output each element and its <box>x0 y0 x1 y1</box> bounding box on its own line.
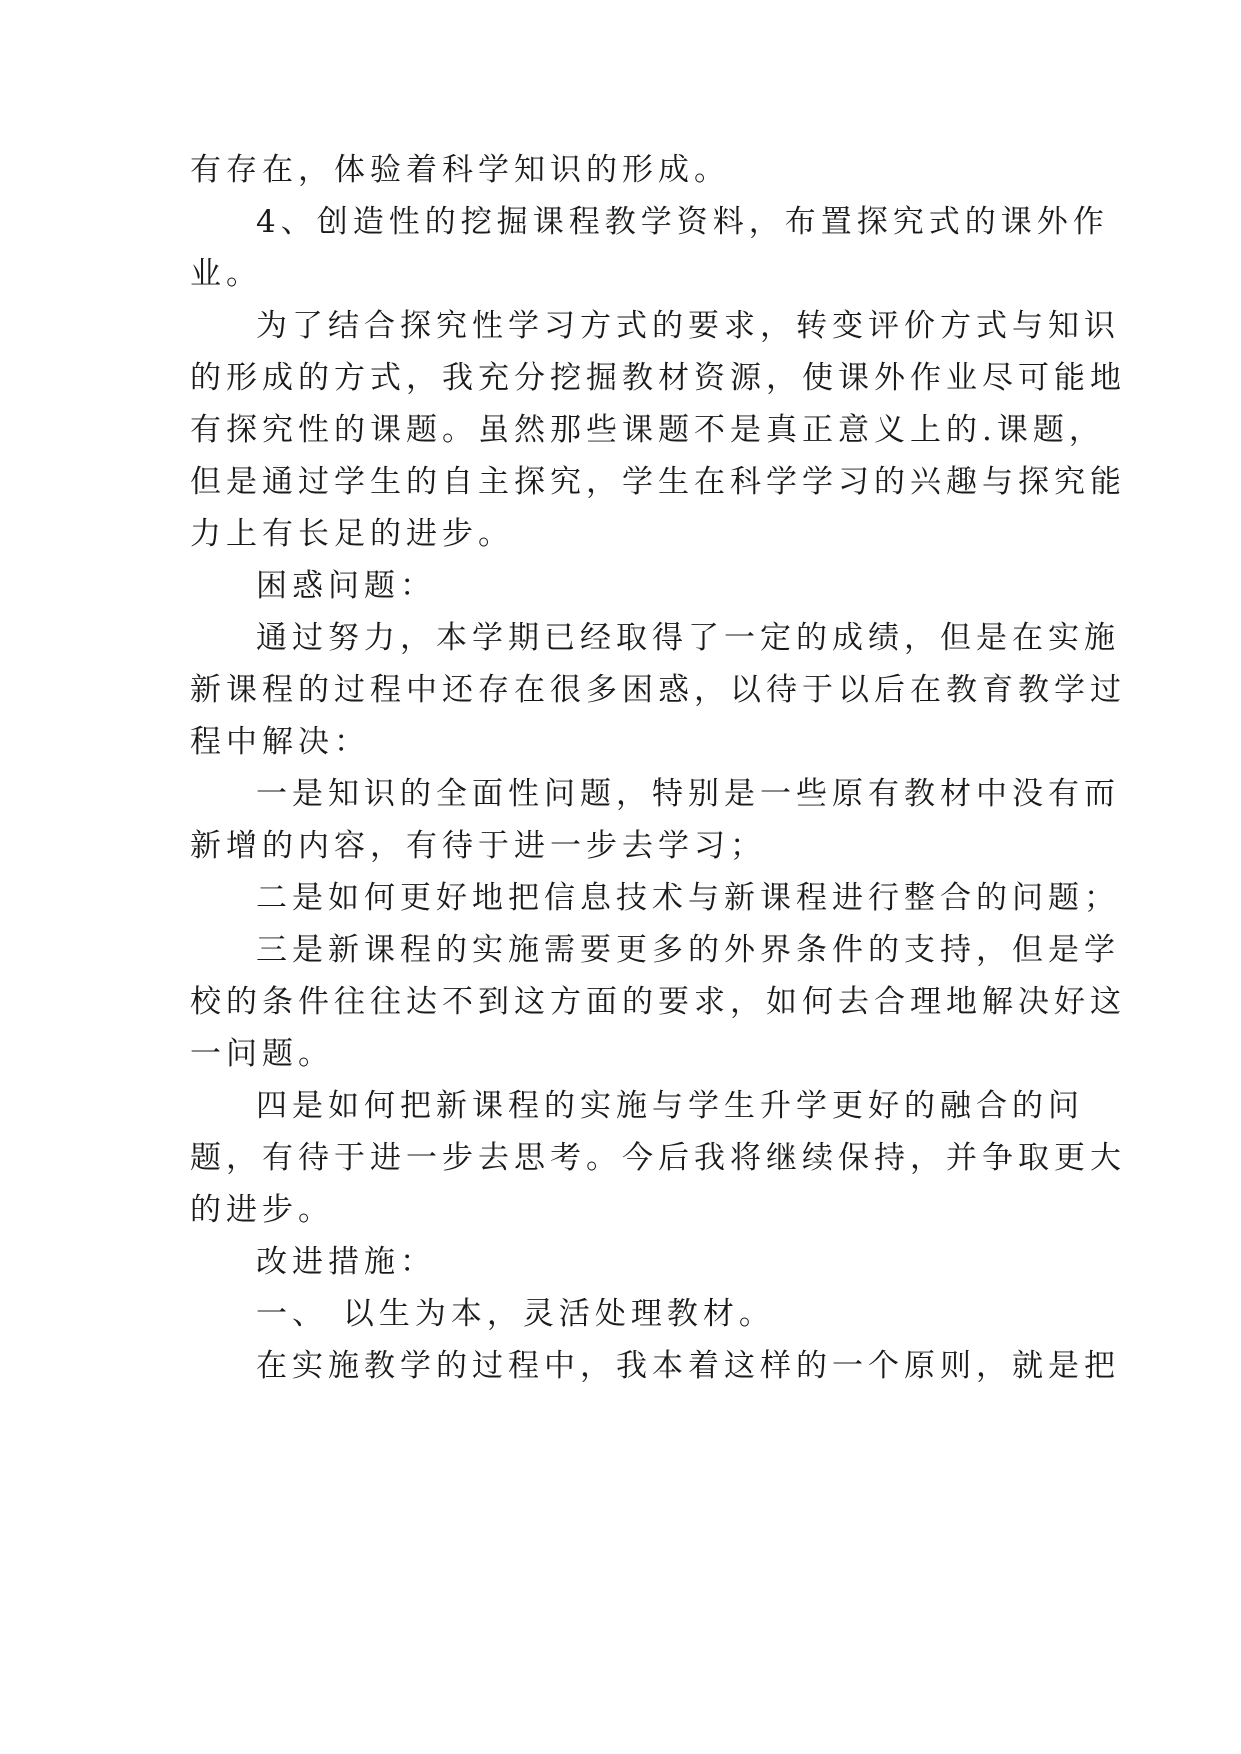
text-line: 业。 <box>190 256 262 292</box>
text-line: 一、 以生为本，灵活处理教材。 <box>256 1296 775 1332</box>
text-line: 一问题。 <box>190 1036 334 1072</box>
text-line: 题，有待于进一步去思考。今后我将继续保持，并争取更大 <box>190 1140 1126 1176</box>
text-line: 困惑问题： <box>256 568 436 604</box>
text-line: 程中解决： <box>190 724 370 760</box>
text-line: 二是如何更好地把信息技术与新课程进行整合的问题； <box>256 880 1120 916</box>
text-line: 新课程的过程中还存在很多困惑，以待于以后在教育教学过 <box>190 672 1126 708</box>
text-line: 的进步。 <box>190 1192 334 1228</box>
text-line: 新增的内容，有待于进一步去学习； <box>190 828 766 864</box>
text-line: 的形成的方式，我充分挖掘教材资源，使课外作业尽可能地 <box>190 360 1126 396</box>
text-line: 4、创造性的挖掘课程教学资料，布置探究式的课外作 <box>256 204 1109 240</box>
text-line: 通过努力，本学期已经取得了一定的成绩，但是在实施 <box>256 620 1120 656</box>
text-line: 有存在，体验着科学知识的形成。 <box>190 152 730 188</box>
text-line: 为了结合探究性学习方式的要求，转变评价方式与知识 <box>256 308 1120 344</box>
text-line: 四是如何把新课程的实施与学生升学更好的融合的问 <box>256 1088 1084 1124</box>
text-line: 力上有长足的进步。 <box>190 516 514 552</box>
text-line: 在实施教学的过程中，我本着这样的一个原则，就是把 <box>256 1348 1120 1384</box>
text-line: 改进措施： <box>256 1244 436 1280</box>
text-line: 一是知识的全面性问题，特别是一些原有教材中没有而 <box>256 776 1120 812</box>
text-line: 校的条件往往达不到这方面的要求，如何去合理地解决好这 <box>190 984 1126 1020</box>
text-line: 但是通过学生的自主探究，学生在科学学习的兴趣与探究能 <box>190 464 1126 500</box>
text-line: 有探究性的课题。虽然那些课题不是真正意义上的.课题， <box>190 412 1105 448</box>
text-line: 三是新课程的实施需要更多的外界条件的支持，但是学 <box>256 932 1120 968</box>
